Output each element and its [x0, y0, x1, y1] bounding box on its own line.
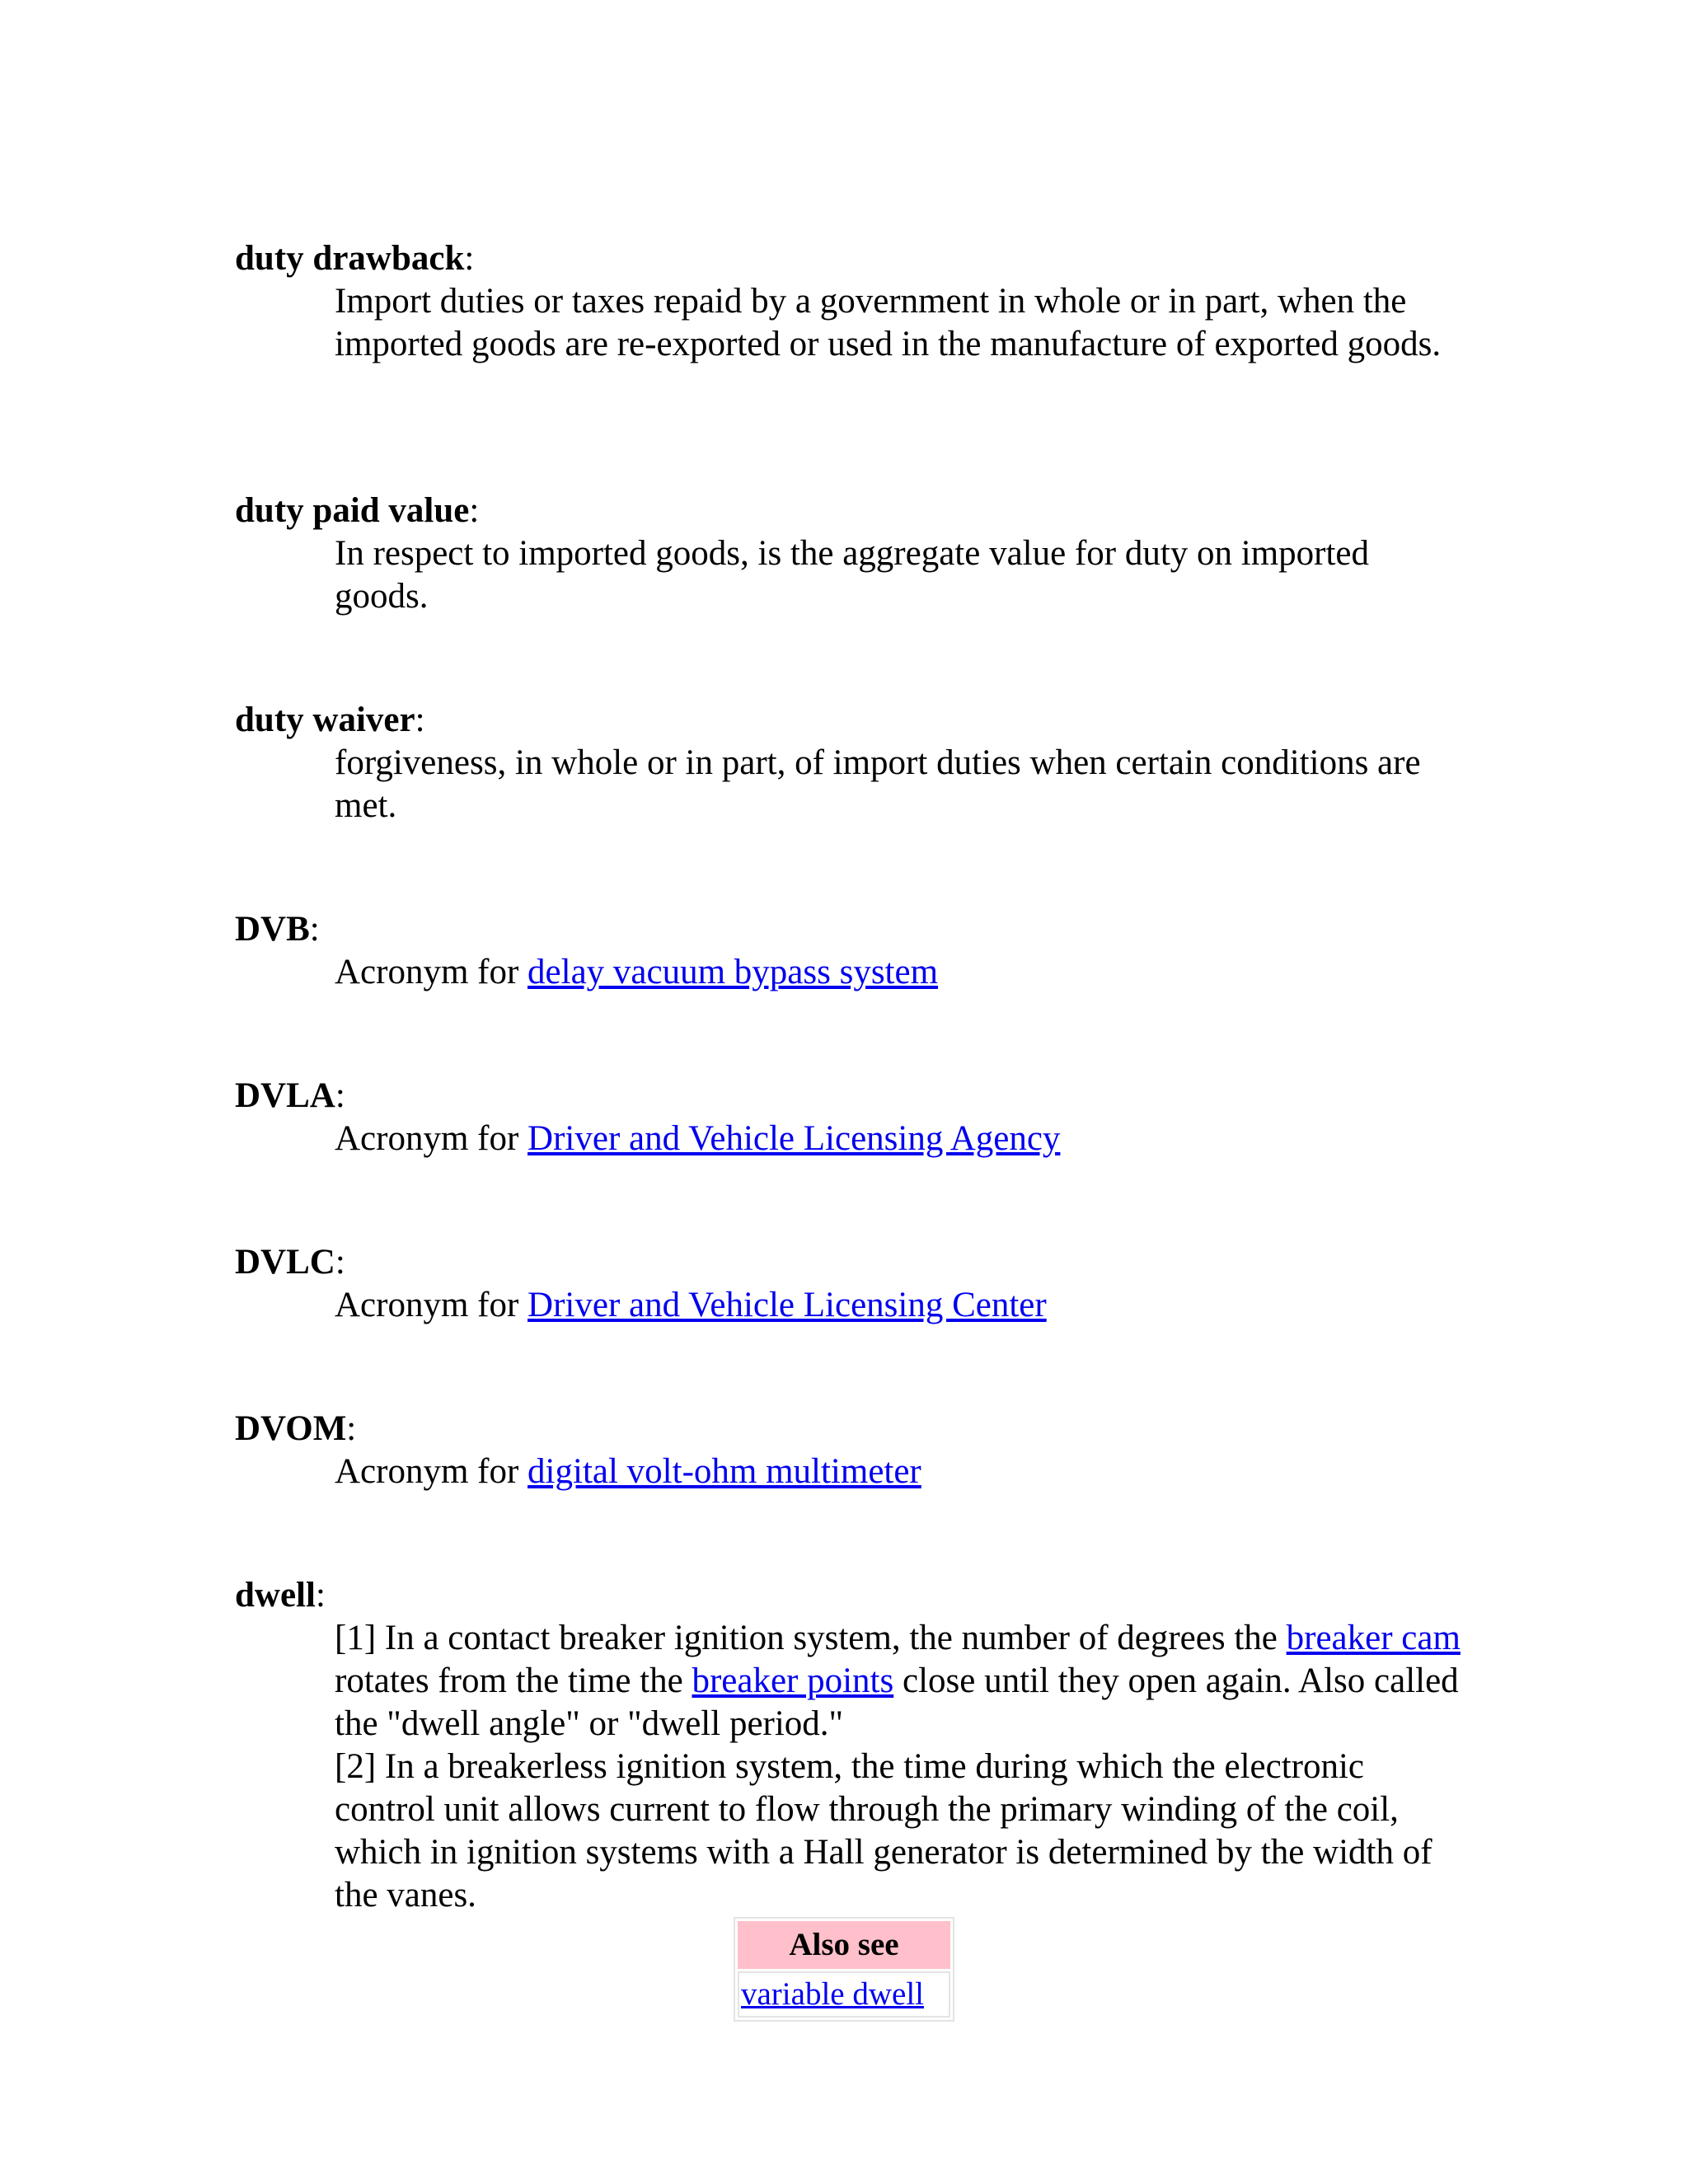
- definition: forgiveness, in whole or in part, of import duties when certain conditions are met.: [335, 743, 1421, 825]
- definition-link-breaker-cam[interactable]: breaker cam: [1286, 1619, 1461, 1657]
- also-see-cell: [738, 1971, 950, 2018]
- definition-link[interactable]: Driver and Vehicle Licensing Agency: [528, 1119, 1061, 1158]
- term: duty waiver: [235, 701, 415, 739]
- term-line: [235, 1241, 1463, 1284]
- definition: [335, 951, 1464, 994]
- term-colon: :: [415, 701, 425, 739]
- term: DVOM: [235, 1409, 347, 1448]
- term-line: [235, 908, 1463, 951]
- definition-text: rotates from the time the: [335, 1661, 692, 1700]
- glossary-entry: [235, 1075, 1463, 1160]
- glossary-entry: [235, 1408, 1463, 1493]
- glossary-entry: [235, 237, 1463, 366]
- acronym-prefix: Acronym for: [335, 1452, 528, 1491]
- also-see-link[interactable]: variable dwell: [741, 1976, 924, 2012]
- term: DVLA: [235, 1076, 335, 1115]
- term: DVB: [235, 910, 310, 949]
- acronym-prefix: Acronym for: [335, 953, 528, 991]
- definition: Import duties or taxes repaid by a government in whole or in part, when the imported goods are re-exported or used in the manufacture of exported goods.: [335, 282, 1442, 363]
- acronym-prefix: Acronym for: [335, 1119, 528, 1158]
- term-line: [235, 699, 1463, 742]
- term-colon: :: [315, 1576, 326, 1615]
- term-line: [235, 1408, 1463, 1451]
- acronym-prefix: Acronym for: [335, 1286, 528, 1324]
- definition-link[interactable]: delay vacuum bypass system: [528, 953, 939, 991]
- definition: In respect to imported goods, is the aggregate value for duty on imported goods.: [335, 534, 1370, 616]
- definition-text: [1] In a contact breaker ignition system, the number of degrees the: [335, 1619, 1287, 1657]
- term-colon: :: [469, 491, 480, 530]
- definition: [335, 1451, 1464, 1493]
- term-colon: :: [464, 239, 475, 278]
- glossary-entry: [235, 1241, 1463, 1327]
- also-see-header: Also see: [738, 1921, 950, 1969]
- term-colon: :: [346, 1409, 357, 1448]
- glossary-entry: [235, 908, 1463, 994]
- term: DVLC: [235, 1243, 335, 1282]
- definition: [335, 1617, 1464, 1917]
- glossary-entry: [235, 699, 1463, 827]
- definition-link[interactable]: Driver and Vehicle Licensing Center: [528, 1286, 1047, 1324]
- definition: [335, 1118, 1464, 1160]
- term: dwell: [235, 1576, 316, 1615]
- also-see-table: [734, 1917, 954, 2022]
- term-colon: :: [309, 910, 320, 949]
- term-colon: :: [335, 1076, 345, 1115]
- definition-text: close until they open again. Also called the "dwell angle" or "dwell period.": [335, 1661, 1459, 1743]
- term: duty drawback: [235, 239, 465, 278]
- definition-link-breaker-points[interactable]: breaker points: [692, 1661, 894, 1700]
- term-colon: :: [335, 1243, 345, 1282]
- term-line: [235, 1574, 1463, 1617]
- term: duty paid value: [235, 491, 470, 530]
- term-line: [235, 1075, 1463, 1118]
- glossary-entry: [235, 1574, 1463, 1917]
- term-line: [235, 237, 1463, 280]
- glossary-entry: [235, 490, 1463, 618]
- definition-link[interactable]: digital volt-ohm multimeter: [528, 1452, 921, 1491]
- definition: [335, 1284, 1464, 1327]
- definition-text: [2] In a breakerless ignition system, the time during which the electronic control unit allows current to flow through the primary winding of the coil, which in ignition systems with a Hall generator is determined by the width of the vanes.: [335, 1747, 1432, 1915]
- term-line: [235, 490, 1463, 532]
